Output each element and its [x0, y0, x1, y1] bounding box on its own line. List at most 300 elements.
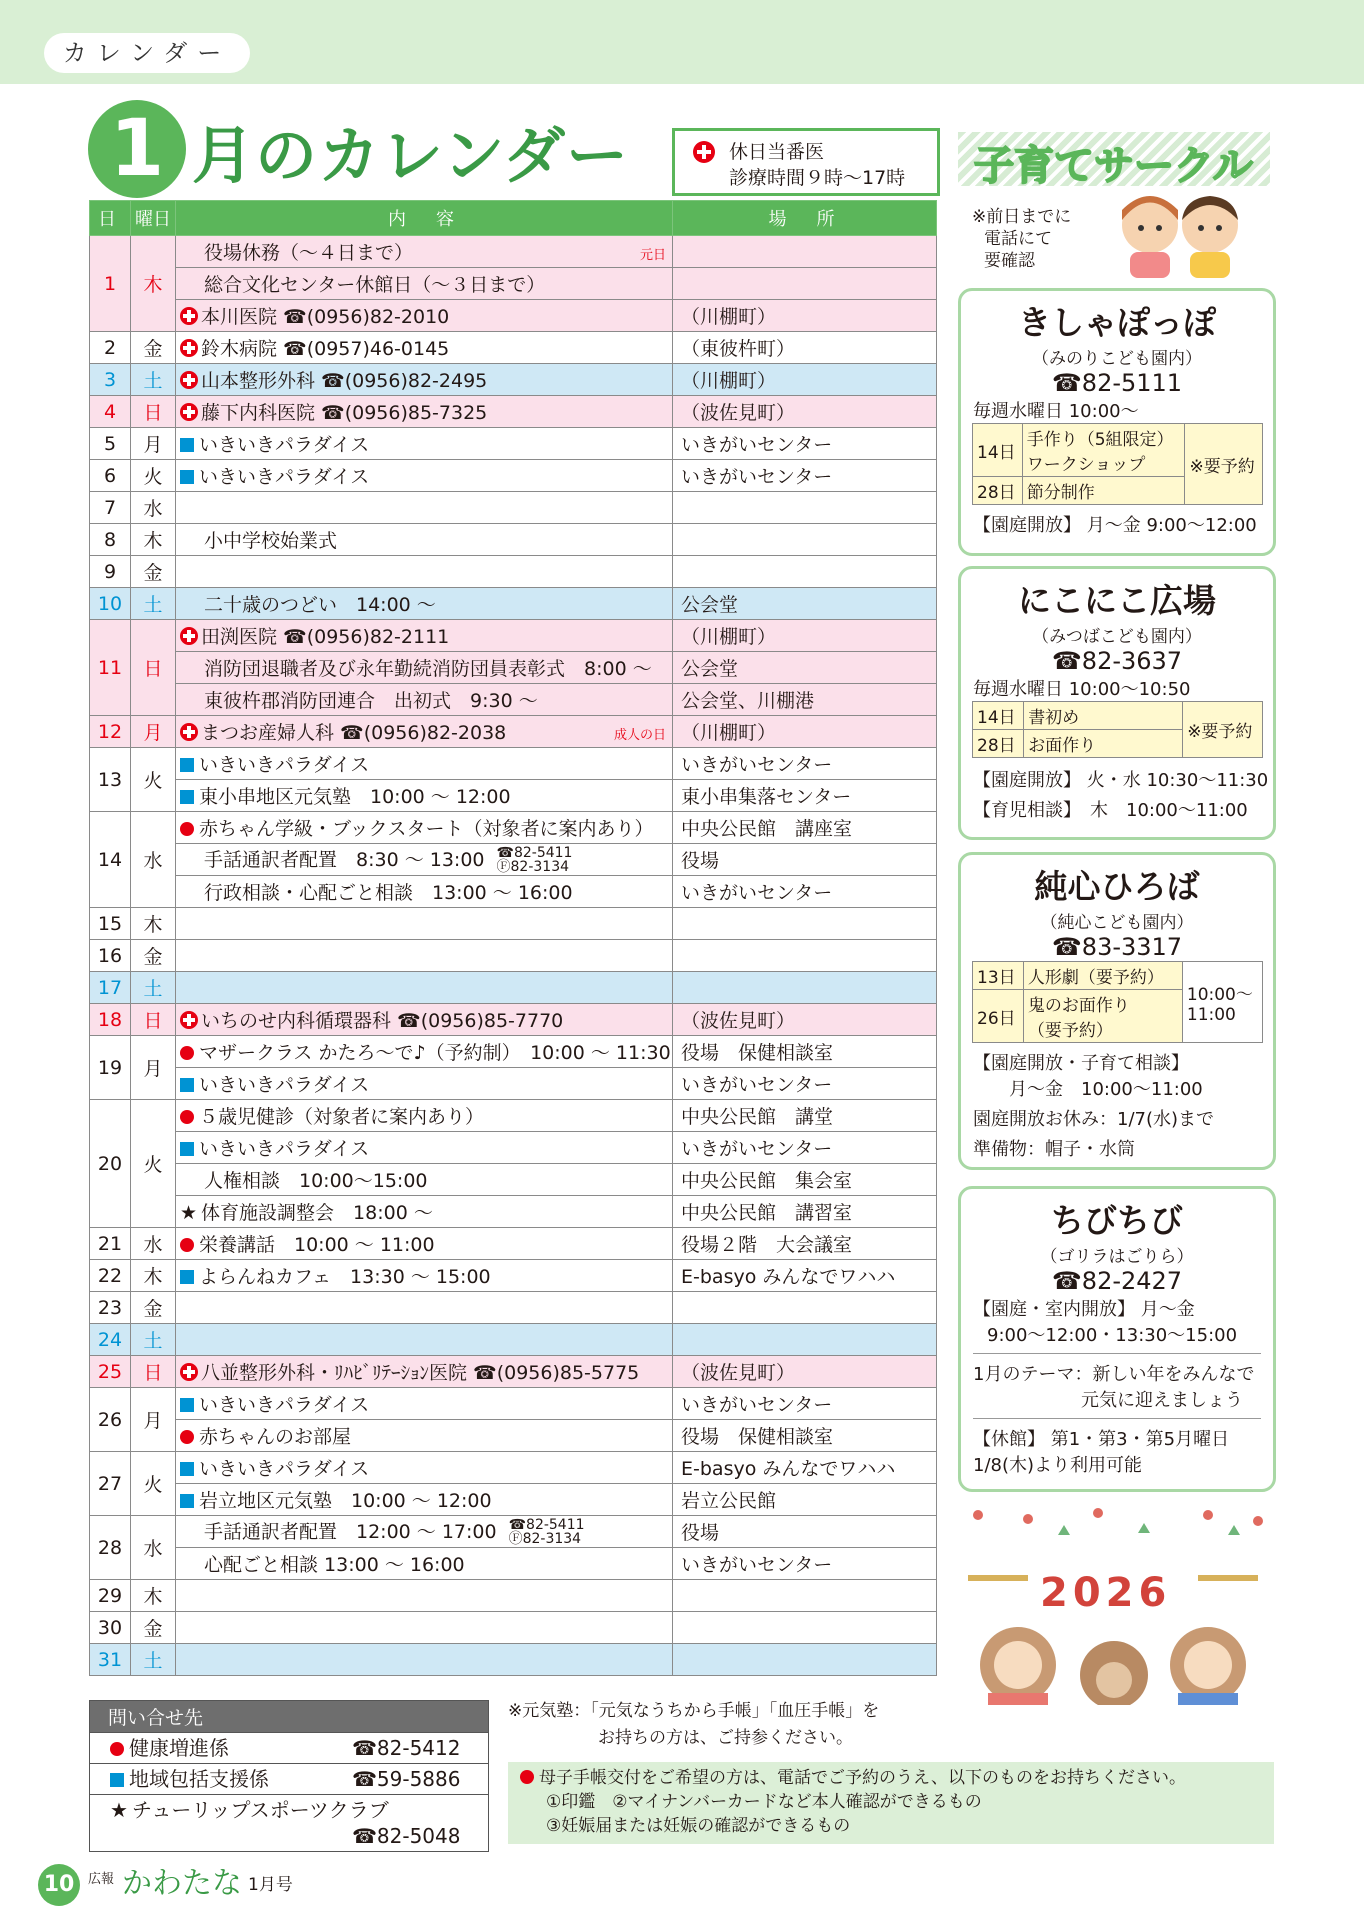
contact-name: チューリップスポーツクラブ: [131, 1798, 389, 1822]
day-cell: 14: [90, 812, 131, 908]
blue-square-icon: [180, 758, 194, 772]
day-cell: 17: [90, 972, 131, 1004]
content-text: 手話通訳者配置 8:30 〜 13:00: [204, 848, 485, 871]
genki-note: [508, 1698, 879, 1752]
place-cell: いきがいセンター: [673, 748, 937, 780]
calendar-row: [90, 1260, 937, 1292]
content-text: いきいきパラダイス: [199, 1074, 370, 1096]
event-date: 14日: [973, 424, 1023, 477]
note-line: ③妊娠届または妊娠の確認ができるもの: [546, 1816, 851, 1836]
footer-month: 1月号: [248, 1875, 293, 1895]
event-date: 13日: [973, 962, 1024, 990]
content-cell: [176, 556, 673, 588]
circle-card-junshin: [958, 852, 1276, 1170]
place-cell: （川棚町）: [673, 716, 937, 748]
red-dot-icon: [180, 1238, 194, 1252]
content-text: 心配ごと相談 13:00 〜 16:00: [204, 1554, 465, 1576]
content-text: いちのせ内科循環器科 ☎(0956)85-7770: [201, 1010, 564, 1032]
calendar-row: [90, 1548, 937, 1580]
place-cell: いきがいセンター: [673, 1388, 937, 1420]
card-phone: ☎83-3317: [1051, 933, 1183, 961]
day-cell: 7: [90, 492, 131, 524]
weekday-cell: 木: [131, 1580, 176, 1612]
card-open-hours: 月〜金 10:00〜11:00: [1009, 1079, 1203, 1100]
event-title: お面作り: [1024, 730, 1183, 758]
content-cell: [176, 908, 673, 940]
calendar-table: [89, 200, 937, 1676]
contact-phone: ☎82-5048: [352, 1824, 461, 1848]
medical-cross-icon: [180, 1363, 198, 1381]
day-cell: 28: [90, 1516, 131, 1580]
calendar-row: [90, 1388, 937, 1420]
holiday-doctor-label: 休日当番医: [729, 141, 825, 163]
section-label: カレンダー: [44, 33, 250, 73]
calendar-row: [90, 332, 937, 364]
calendar-row: [90, 652, 937, 684]
day-cell: 16: [90, 940, 131, 972]
contact-phone: ☎59-5886: [352, 1767, 461, 1791]
day-cell: 22: [90, 1260, 131, 1292]
calendar-row: [90, 1644, 937, 1676]
event-title: 書初め: [1024, 702, 1183, 730]
calendar-row: [90, 1516, 937, 1548]
calendar-row: [90, 1004, 937, 1036]
weekday-cell: 金: [131, 556, 176, 588]
content-text: いきいきパラダイス: [199, 466, 370, 488]
place-cell: いきがいセンター: [673, 1068, 937, 1100]
page-number: 10: [38, 1864, 80, 1906]
card-title: 純心ひろば: [1034, 867, 1200, 906]
weekday-cell: 日: [131, 396, 176, 428]
content-cell: [176, 1612, 673, 1644]
event-date: 28日: [973, 730, 1024, 758]
weekday-cell: 木: [131, 908, 176, 940]
place-cell: 公会堂: [673, 588, 937, 620]
content-cell: [176, 588, 673, 620]
calendar-row: [90, 844, 937, 876]
blue-square-icon: [180, 1270, 194, 1284]
calendar-row: [90, 620, 937, 652]
calendar-row: [90, 1196, 937, 1228]
content-text: 赤ちゃんのお部屋: [199, 1426, 352, 1448]
content-cell: [176, 1356, 673, 1388]
kids-illustration: [1095, 190, 1265, 280]
content-text: いきいきパラダイス: [199, 1394, 370, 1416]
place-cell: 公会堂: [673, 652, 937, 684]
place-cell: E-basyo みんなでワハハ: [673, 1452, 937, 1484]
day-cell: 11: [90, 620, 131, 716]
event-date: 14日: [973, 702, 1024, 730]
card-open: 【園庭・室内開放】 月〜金: [973, 1299, 1195, 1320]
content-cell: [176, 1260, 673, 1292]
red-dot-icon: [180, 1046, 194, 1060]
content-cell: [176, 1228, 673, 1260]
content-text: 東小串地区元気塾 10:00 〜 12:00: [199, 786, 511, 808]
place-cell: いきがいセンター: [673, 876, 937, 908]
calendar-row: [90, 1068, 937, 1100]
calendar-row: [90, 300, 937, 332]
card-closed: 園庭開放お休み：1/7(水)まで: [973, 1109, 1215, 1130]
content-cell: [176, 1420, 673, 1452]
header-weekday: 曜日: [131, 201, 176, 236]
card-open: 【園庭開放】 月〜金 9:00〜12:00: [973, 515, 1257, 536]
place-cell: 役場 保健相談室: [673, 1420, 937, 1452]
content-cell: [176, 1132, 673, 1164]
star-icon: ★: [110, 1798, 128, 1822]
place-cell: [673, 908, 937, 940]
calendar-row: [90, 748, 937, 780]
day-cell: 24: [90, 1324, 131, 1356]
place-cell: 役場: [673, 1516, 937, 1548]
contact-row: [90, 1763, 488, 1794]
content-cell: [176, 844, 673, 876]
content-cell: [176, 940, 673, 972]
card-event-table: [972, 961, 1263, 1043]
calendar-row: [90, 460, 937, 492]
medical-cross-icon: [180, 723, 198, 741]
weekday-cell: 土: [131, 1324, 176, 1356]
place-cell: 中央公民館 集会室: [673, 1164, 937, 1196]
medical-cross-icon: [180, 1011, 198, 1029]
calendar-row: [90, 908, 937, 940]
content-cell: [176, 1644, 673, 1676]
card-open-hours: 9:00〜12:00・13:30〜15:00: [987, 1325, 1238, 1346]
calendar-row: [90, 1612, 937, 1644]
place-cell: 中央公民館 講堂: [673, 1100, 937, 1132]
content-text: 手話通訳者配置 12:00 〜 17:00: [204, 1520, 497, 1543]
contact-name: 健康増進係: [129, 1736, 229, 1760]
place-cell: （東彼杵町）: [673, 332, 937, 364]
blue-square-icon: [180, 1398, 194, 1412]
place-cell: [673, 268, 937, 300]
place-cell: E-basyo みんなでワハハ: [673, 1260, 937, 1292]
calendar-row: [90, 684, 937, 716]
content-cell: [176, 1324, 673, 1356]
card-consult: 【育児相談】 木 10:00〜11:00: [973, 800, 1248, 821]
place-cell: [673, 1580, 937, 1612]
place-cell: [673, 236, 937, 268]
card-subtitle: （ゴリラはごりら）: [1040, 1247, 1194, 1267]
content-cell: [176, 1164, 673, 1196]
medical-cross-icon: [180, 307, 198, 325]
content-cell: [176, 1484, 673, 1516]
card-subtitle: （みのりこども園内）: [1032, 349, 1202, 369]
weekday-cell: 水: [131, 812, 176, 908]
red-dot-icon: [110, 1742, 124, 1756]
event-title: 人形劇（要予約）: [1023, 962, 1182, 990]
header-place: 場 所: [673, 201, 937, 236]
blue-square-icon: [180, 790, 194, 804]
place-cell: 中央公民館 講習室: [673, 1196, 937, 1228]
weekday-cell: 日: [131, 1356, 176, 1388]
place-cell: [673, 524, 937, 556]
weekday-cell: 月: [131, 1388, 176, 1452]
circle-card-chibichibi: [958, 1186, 1276, 1492]
contact-numbers: ☎82-5411 Ⓕ82-3134: [496, 845, 573, 876]
content-text: 小中学校始業式: [204, 530, 338, 552]
day-cell: 31: [90, 1644, 131, 1676]
weekday-cell: 木: [131, 524, 176, 556]
content-text: 東彼杵郡消防団連合 出初式 9:30 〜: [204, 690, 538, 712]
title-month-number: 1: [88, 100, 186, 198]
day-cell: 23: [90, 1292, 131, 1324]
content-cell: [176, 1580, 673, 1612]
content-cell: [176, 652, 673, 684]
day-cell: 3: [90, 364, 131, 396]
medical-cross-icon: [180, 403, 198, 421]
star-icon: ★: [180, 1202, 198, 1224]
title-text: 月のカレンダー: [192, 119, 629, 192]
content-text: 藤下内科医院 ☎(0956)85-7325: [201, 402, 488, 424]
day-cell: 27: [90, 1452, 131, 1516]
weekday-cell: 火: [131, 1100, 176, 1228]
event-date: 28日: [973, 477, 1023, 505]
day-cell: 19: [90, 1036, 131, 1100]
content-cell: [176, 492, 673, 524]
day-cell: 30: [90, 1612, 131, 1644]
card-event-table: [972, 423, 1263, 505]
calendar-row: [90, 1228, 937, 1260]
contact-title: 問い合せ先: [90, 1701, 488, 1732]
content-cell: [176, 396, 673, 428]
content-cell: [176, 972, 673, 1004]
day-cell: 8: [90, 524, 131, 556]
calendar-row: [90, 940, 937, 972]
calendar-row: [90, 1164, 937, 1196]
blue-square-icon: [180, 1078, 194, 1092]
calendar-row: [90, 396, 937, 428]
place-cell: [673, 1612, 937, 1644]
weekday-cell: 土: [131, 588, 176, 620]
content-cell: [176, 620, 673, 652]
content-cell: [176, 1196, 673, 1228]
place-cell: 役場 保健相談室: [673, 1036, 937, 1068]
weekday-cell: 火: [131, 1452, 176, 1516]
blue-square-icon: [180, 470, 194, 484]
weekday-cell: 日: [131, 620, 176, 716]
weekday-cell: 土: [131, 364, 176, 396]
calendar-row: [90, 1356, 937, 1388]
content-text: いきいきパラダイス: [199, 1138, 370, 1160]
place-cell: いきがいセンター: [673, 1132, 937, 1164]
place-cell: （川棚町）: [673, 364, 937, 396]
content-cell: [176, 1100, 673, 1132]
place-cell: [673, 492, 937, 524]
place-cell: いきがいセンター: [673, 1548, 937, 1580]
place-cell: [673, 1292, 937, 1324]
year-label: 2026: [1040, 1570, 1172, 1616]
red-dot-icon: [520, 1770, 534, 1784]
day-cell: 10: [90, 588, 131, 620]
place-cell: いきがいセンター: [673, 460, 937, 492]
weekday-cell: 月: [131, 428, 176, 460]
place-cell: いきがいセンター: [673, 428, 937, 460]
card-title: ちびちび: [1051, 1201, 1183, 1240]
calendar-row: [90, 1292, 937, 1324]
card-theme: 元気に迎えましょう: [1081, 1390, 1243, 1411]
place-cell: （波佐見町）: [673, 1004, 937, 1036]
weekday-cell: 金: [131, 332, 176, 364]
contact-phone: ☎82-5412: [352, 1736, 461, 1760]
calendar-row: [90, 588, 937, 620]
place-cell: （波佐見町）: [673, 396, 937, 428]
medical-cross-icon: [180, 627, 198, 645]
content-text: 赤ちゃん学級・ブックスタート（対象者に案内あり）: [199, 818, 654, 840]
weekday-cell: 金: [131, 1612, 176, 1644]
calendar-row: [90, 492, 937, 524]
content-cell: [176, 876, 673, 908]
content-cell: [176, 716, 673, 748]
calendar-row: [90, 236, 937, 268]
weekday-cell: 日: [131, 1004, 176, 1036]
calendar-row: [90, 1420, 937, 1452]
calendar-row: [90, 972, 937, 1004]
content-text: まつお産婦人科 ☎(0956)82-2038: [201, 722, 507, 744]
content-text: ５歳児健診（対象者に案内あり）: [199, 1106, 485, 1128]
note-line: 母子手帳交付をご希望の方は、電話でご予約のうえ、以下のものをお持ちください。: [520, 1766, 1262, 1790]
place-cell: 役場: [673, 844, 937, 876]
reservation-note: ※要予約: [1183, 702, 1263, 758]
card-items: 準備物：帽子・水筒: [973, 1139, 1135, 1160]
circle-title: 子育てサークル: [974, 143, 1253, 189]
blue-square-icon: [180, 1494, 194, 1508]
content-text: 役場休務（〜４日まで）: [204, 242, 414, 264]
footer-name: かわたな: [122, 1866, 242, 1901]
place-cell: （波佐見町）: [673, 1356, 937, 1388]
day-cell: 26: [90, 1388, 131, 1452]
content-cell: [176, 1292, 673, 1324]
day-cell: 21: [90, 1228, 131, 1260]
card-closed: 1/8(木)より利用可能: [973, 1455, 1143, 1476]
content-cell: [176, 460, 673, 492]
circle-note: [972, 206, 1071, 272]
card-event-table: [972, 701, 1263, 758]
weekday-cell: 水: [131, 492, 176, 524]
content-cell: [176, 332, 673, 364]
calendar-row: [90, 556, 937, 588]
content-text: 総合文化センター休館日（〜３日まで）: [204, 274, 546, 296]
content-text: いきいきパラダイス: [199, 434, 370, 456]
event-title: 手作り（5組限定） ワークショップ: [1022, 424, 1185, 477]
weekday-cell: 木: [131, 1260, 176, 1292]
event-title: 鬼のお面作り （要予約）: [1023, 990, 1182, 1043]
blue-square-icon: [180, 438, 194, 452]
content-cell: [176, 812, 673, 844]
circle-card-kishapoppo: [958, 288, 1276, 556]
card-phone: ☎82-3637: [1051, 647, 1183, 675]
place-cell: [673, 1644, 937, 1676]
contact-row: [90, 1732, 488, 1763]
content-text: いきいきパラダイス: [199, 1458, 370, 1480]
content-cell: [176, 236, 673, 268]
circle-title-banner: [958, 132, 1270, 189]
contact-numbers: ☎82-5411 Ⓕ82-3134: [508, 1517, 585, 1548]
card-phone: ☎82-2427: [1051, 1267, 1183, 1295]
medical-cross-icon: [180, 371, 198, 389]
day-cell: 20: [90, 1100, 131, 1228]
weekday-cell: 金: [131, 1292, 176, 1324]
content-cell: [176, 524, 673, 556]
weekday-cell: 水: [131, 1228, 176, 1260]
content-text: いきいきパラダイス: [199, 754, 370, 776]
contact-row: [90, 1794, 488, 1851]
weekday-cell: 火: [131, 460, 176, 492]
day-cell: 18: [90, 1004, 131, 1036]
content-cell: [176, 300, 673, 332]
content-text: 本川医院 ☎(0956)82-2010: [201, 306, 450, 328]
calendar-row: [90, 1580, 937, 1612]
content-text: 八並整形外科・ﾘﾊﾋﾞﾘﾃｰｼｮﾝ医院 ☎(0956)85-5775: [201, 1362, 640, 1384]
boshi-notice: [508, 1762, 1274, 1844]
day-cell: 1: [90, 236, 131, 332]
content-cell: [176, 364, 673, 396]
content-cell: [176, 748, 673, 780]
note-line: ※元気塾：「元気なうちから手帳」「血圧手帳」を: [508, 1701, 880, 1721]
content-text: 体育施設調整会 18:00 〜: [201, 1202, 433, 1224]
medical-cross-icon: [693, 141, 715, 163]
weekday-cell: 木: [131, 236, 176, 332]
calendar-row: [90, 1036, 937, 1068]
content-cell: [176, 1388, 673, 1420]
card-title: にこにこ広場: [1018, 581, 1216, 620]
card-closed: 【休館】 第1・第3・第5月曜日: [973, 1429, 1230, 1450]
card-phone: ☎82-5111: [1051, 369, 1183, 397]
card-subtitle: （純心こども園内）: [1040, 913, 1194, 933]
place-cell: 役場２階 大会議室: [673, 1228, 937, 1260]
day-cell: 9: [90, 556, 131, 588]
content-text: 田渕医院 ☎(0956)82-2111: [201, 626, 450, 648]
content-cell: [176, 268, 673, 300]
calendar-row: [90, 1100, 937, 1132]
content-text: 二十歳のつどい 14:00 〜: [204, 594, 436, 616]
weekday-cell: 金: [131, 940, 176, 972]
weekday-cell: 水: [131, 1516, 176, 1580]
place-cell: 東小串集落センター: [673, 780, 937, 812]
place-cell: 中央公民館 講座室: [673, 812, 937, 844]
content-text: 人権相談 10:00〜15:00: [204, 1170, 428, 1192]
card-subtitle: （みつばこども園内）: [1032, 627, 1202, 647]
calendar-row: [90, 1324, 937, 1356]
holiday-doctor-box: [672, 128, 940, 196]
content-cell: [176, 1548, 673, 1580]
calendar-row: [90, 524, 937, 556]
circle-note-line: 電話にて: [984, 229, 1052, 249]
calendar-row: [90, 1484, 937, 1516]
day-cell: 2: [90, 332, 131, 364]
reservation-note: ※要予約: [1185, 424, 1263, 505]
event-time: 10:00〜 11:00: [1182, 962, 1262, 1043]
calendar-row: [90, 268, 937, 300]
calendar-row: [90, 716, 937, 748]
circle-card-nikoniko: [958, 566, 1276, 840]
header-day: 日: [90, 201, 131, 236]
calendar-row: [90, 428, 937, 460]
contact-box: [89, 1700, 489, 1852]
card-schedule: 毎週水曜日 10:00〜: [973, 401, 1139, 422]
weekday-cell: 土: [131, 1644, 176, 1676]
place-cell: 岩立公民館: [673, 1484, 937, 1516]
weekday-cell: 月: [131, 716, 176, 748]
red-dot-icon: [180, 822, 194, 836]
holiday-note: 元日: [639, 248, 666, 263]
card-open: 【園庭開放】 火・水 10:30〜11:30: [973, 770, 1269, 791]
content-cell: [176, 684, 673, 716]
content-text: マザークラス かたろ〜で♪（予約制） 10:00 〜 11:30: [199, 1042, 671, 1064]
medical-cross-icon: [180, 339, 198, 357]
content-cell: [176, 1452, 673, 1484]
day-cell: 29: [90, 1580, 131, 1612]
calendar-row: [90, 812, 937, 844]
